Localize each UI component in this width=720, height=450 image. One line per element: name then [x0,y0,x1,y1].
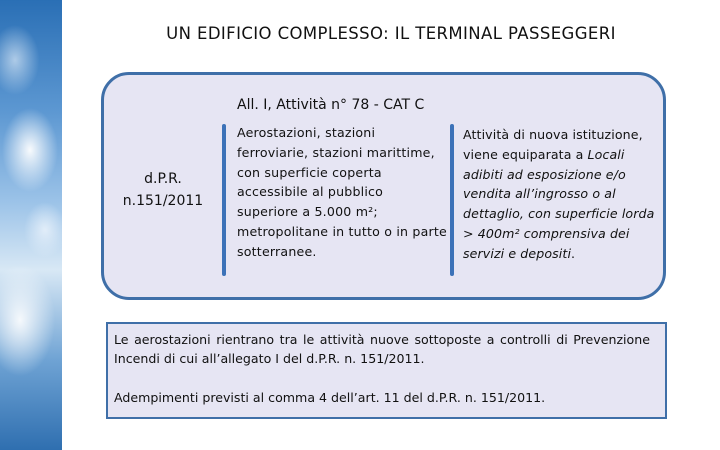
equivalence-text-italic: Locali adibiti ad esposizione e/o vendita all’ingrosso o al dettaglio, con superficie lorda > 400m² comprensiva dei servizi e depositi [463,146,655,261]
sky-background-image [0,0,62,450]
note-paragraph-2: Adempimenti previsti al comma 4 dell’art. 11 del d.P.R. n. 151/2011. [114,390,546,405]
equivalence-text-plain: Attività di nuova istituzione, viene equiparata a [463,127,643,162]
annex-activity-label: All. I, Attività n° 78 - CAT C [237,97,425,113]
equivalence-description [463,125,663,264]
equivalence-text-end: . [571,245,576,261]
decree-reference [113,168,213,212]
decree-line-1: d.P.R. [144,171,182,187]
right-divider-bar [450,124,454,276]
slide-title: UN EDIFICIO COMPLESSO: IL TERMINAL PASSEGGERI [166,24,616,43]
left-divider-bar [222,124,226,276]
note-paragraph-1: Le aerostazioni rientrano tra le attività nuove sottoposte a controlli di Prevenzione Incendi di cui all’allegato I del d.P.R. n. 151/2011. [114,332,650,366]
decree-line-2: n.151/2011 [122,193,204,209]
activity-description: Aerostazioni, stazioni ferroviarie, stazioni marittime, con superficie coperta accessibile al pubblico superiore a 5.000 m²; metropolitane in tutto o in parte sotterranee. [237,125,447,259]
